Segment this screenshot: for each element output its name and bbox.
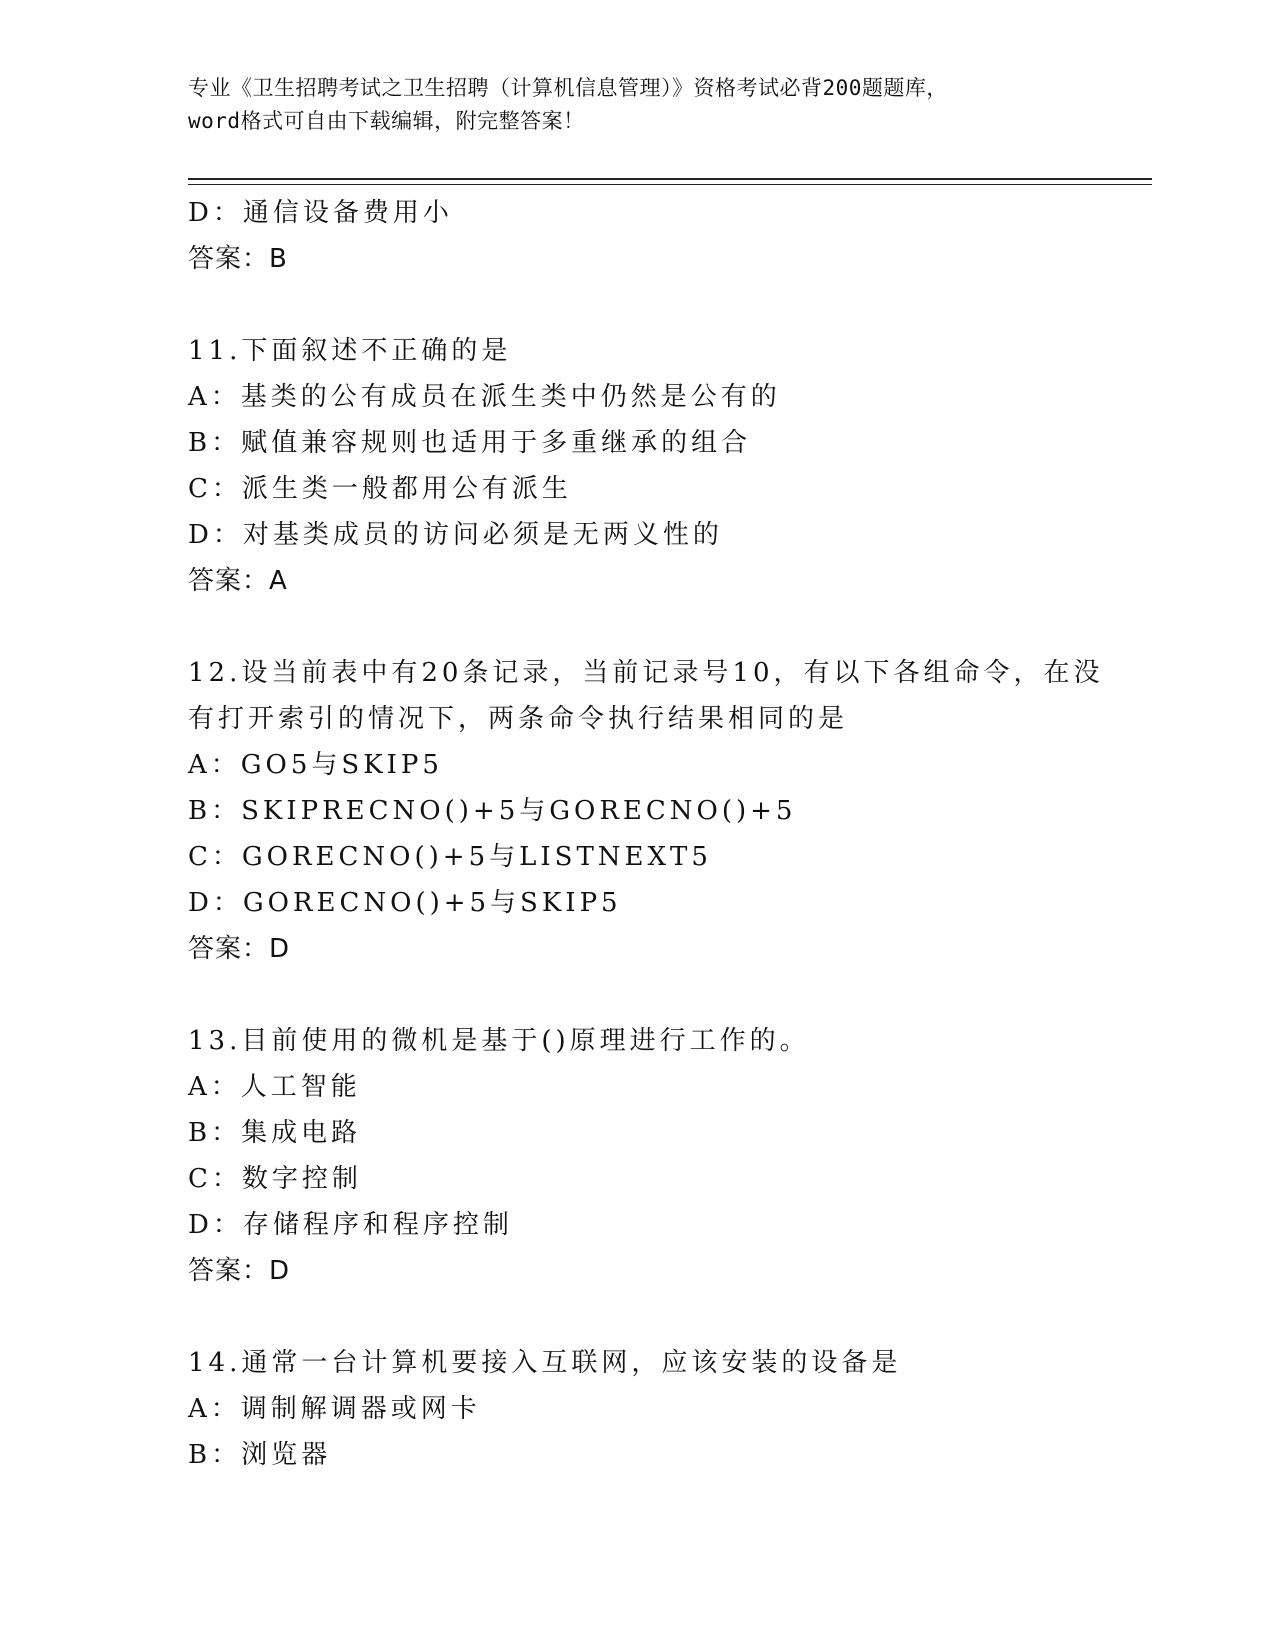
header-line-2: word格式可自由下载编辑，附完整答案！ [188,109,585,133]
question-line: C：GORECNO()+5与LISTNEXT5 [188,842,712,872]
spacer [188,1294,1148,1340]
question-line: 14.通常一台计算机要接入互联网，应该安装的设备是 [188,1348,902,1378]
spacer [188,282,1148,328]
header-line-1: 专业《卫生招聘考试之卫生招聘（计算机信息管理）》资格考试必背200题题库， [188,76,948,100]
question-line: A：GO5与SKIP5 [188,750,443,780]
question-line: A：人工智能 [188,1072,361,1102]
question-line: D：GORECNO()+5与SKIP5 [188,888,622,918]
question-line: D：对基类成员的访问必须是无两义性的 [188,520,723,550]
question-line: 有打开索引的情况下，两条命令执行结果相同的是 [188,704,849,734]
header-divider-thin [188,184,1152,185]
question-line: B：浏览器 [188,1440,332,1470]
question-line: B：SKIPRECNO()+5与GORECNO()+5 [188,796,797,826]
question-line: 12.设当前表中有20条记录，当前记录号10，有以下各组命令，在没 [188,658,1104,688]
question-line: B：集成电路 [188,1118,362,1148]
answer-line: 答案：A [188,566,288,596]
question-line: D：存储程序和程序控制 [188,1210,513,1240]
question-line: 13.目前使用的微机是基于()原理进行工作的。 [188,1026,810,1056]
header-divider-thick [188,178,1152,180]
question-line: C：数字控制 [188,1164,362,1194]
question-line: C：派生类一般都用公有派生 [188,474,572,504]
question-line: 11.下面叙述不正确的是 [188,336,512,366]
question-line: B：赋值兼容规则也适用于多重继承的组合 [188,428,752,458]
question-list [188,190,1148,1478]
document-header [188,72,1088,138]
spacer [188,972,1148,1018]
spacer [188,604,1148,650]
answer-line: 答案：B [188,244,288,274]
answer-line: 答案：D [188,934,291,964]
question-line: A：调制解调器或网卡 [188,1394,481,1424]
question-line: D：通信设备费用小 [188,198,453,228]
question-line: A：基类的公有成员在派生类中仍然是公有的 [188,382,781,412]
answer-line: 答案：D [188,1256,291,1286]
